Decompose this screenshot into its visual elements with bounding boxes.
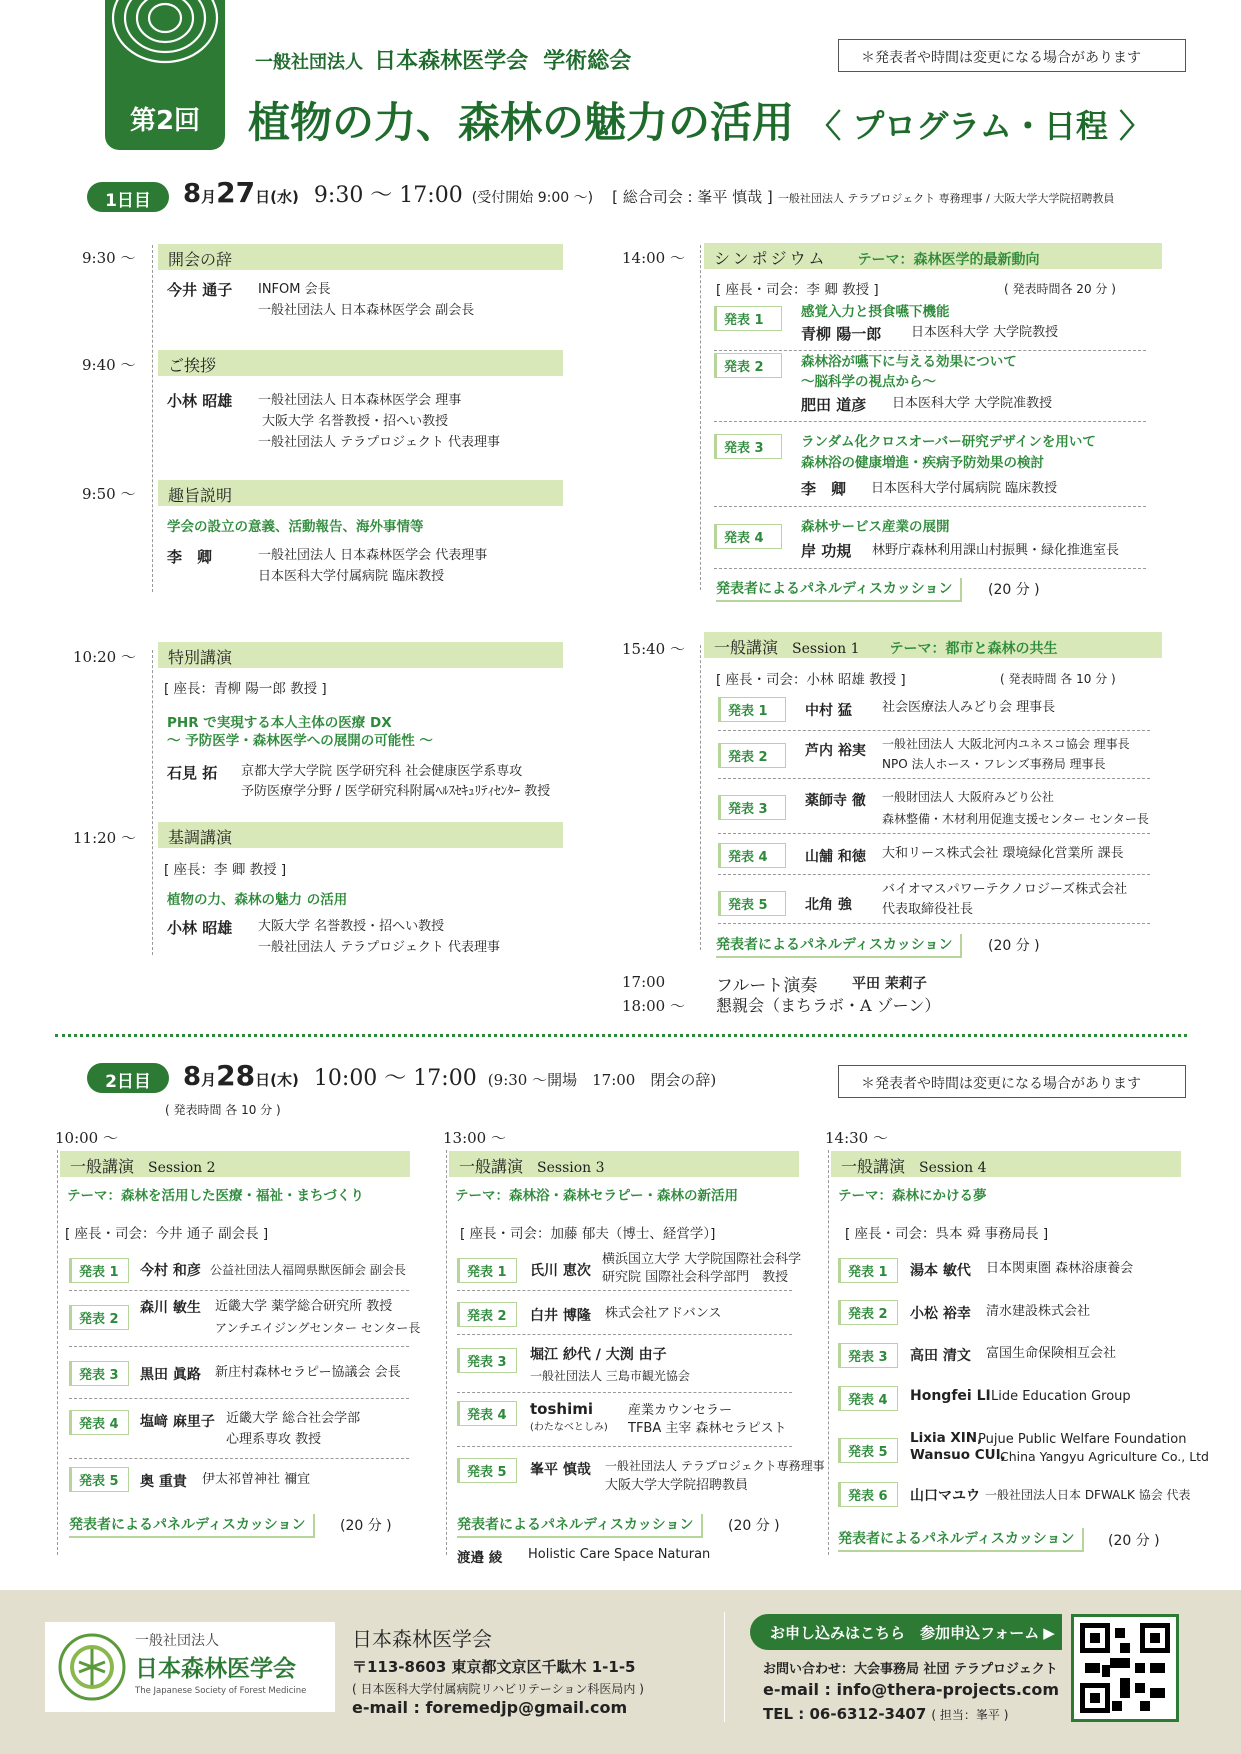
session2-bar: 一般講演 Session 2	[60, 1151, 410, 1177]
tel-line: TEL : 06-6312-3407 ( 担当：峯平 )	[763, 1705, 1009, 1723]
apply-button[interactable]: お申し込みはこちら 参加申込フォーム ▶	[750, 1614, 1062, 1650]
qr-code-icon	[1080, 1623, 1170, 1713]
edition-badge	[105, 0, 225, 150]
open-name: 今井 通子	[167, 281, 233, 299]
special-bar: 特別講演	[158, 642, 563, 668]
open-bar: 開会の辞	[158, 244, 563, 270]
session4-bar: 一般講演 Session 4	[831, 1151, 1181, 1177]
purpose-bar: 趣旨説明	[158, 480, 563, 506]
org-line: 一般社団法人 日本森林医学会 学術総会	[255, 49, 632, 74]
session3-bar: 一般講演 Session 3	[449, 1151, 799, 1177]
day1-date: 8月27日(水) 9:30 〜 17:00 (受付開始 9:00 〜) [ 総合司会 : 峯平 慎哉 ] 一般社団法人 テラプロジェクト 専務理事 / 大阪大学大学院招聘教員	[183, 176, 1115, 209]
greet-bar: ご挨拶	[158, 350, 563, 376]
session1-bar: 一般講演 Session 1 テーマ：都市と森林の共生	[704, 632, 1162, 658]
qr-code[interactable]	[1071, 1614, 1179, 1722]
day1-badge: 1日目	[87, 182, 169, 212]
day2-date: 8月28日(木) 10:00 〜 17:00 (9:30 〜開場 17:00 閉会の辞)	[183, 1059, 717, 1092]
day2-badge: 2日目	[87, 1063, 169, 1093]
society-emblem-icon	[57, 1632, 127, 1702]
change-notice: ＊発表者や時間は変更になる場合があります	[838, 39, 1186, 72]
keynote-bar: 基調講演	[158, 822, 563, 848]
tree-ring-icon	[105, 0, 225, 90]
day-divider	[55, 1034, 1187, 1037]
open-time: 9:30 〜	[82, 249, 136, 267]
arrow-right-icon: ▶	[1043, 1624, 1055, 1642]
society-logo: 一般社団法人 日本森林医学会 The Japanese Society of Forest Medicine	[45, 1622, 335, 1712]
change-notice-day2: ＊発表者や時間は変更になる場合があります	[838, 1065, 1186, 1098]
edition-label: 第2回	[129, 106, 201, 136]
symposium-bar: シンポジウム テーマ：森林医学的最新動向	[704, 243, 1162, 269]
page-title: 植物の力、森林の魅力の活用 〈 プログラム・日程 〉	[248, 98, 1152, 147]
